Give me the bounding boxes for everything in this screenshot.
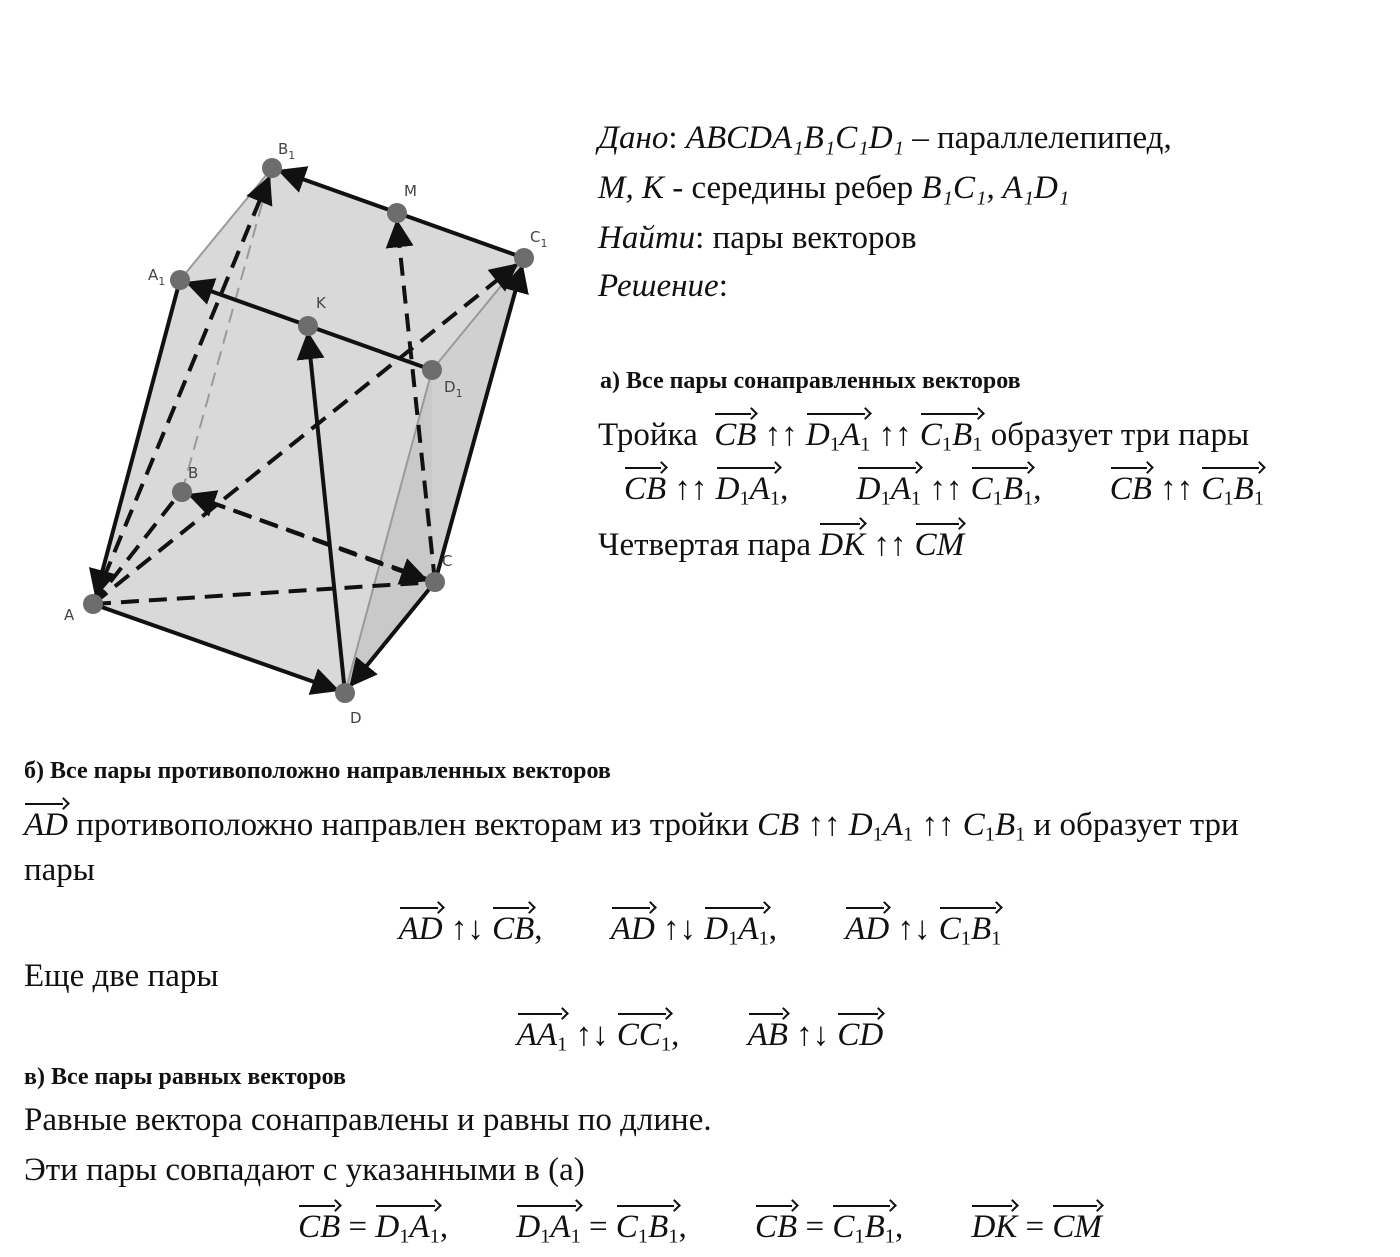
codir-symbol: ↑↑ xyxy=(807,807,841,843)
label-m: M xyxy=(404,182,417,200)
figure-name: ABCDA₁B₁C₁D₁ xyxy=(685,120,905,156)
codir-symbol: ↑↑ xyxy=(873,527,907,563)
section-c-line2: Эти пары совпадают с указанными в (а) xyxy=(24,1152,585,1188)
fourth-pair-label: Четвертая пара xyxy=(598,527,811,563)
vector-symbol: $D_1A_1$ xyxy=(375,1202,439,1257)
given-rest: – параллелепипед, xyxy=(904,120,1172,156)
two-more-pairs: Еще две пары xyxy=(24,958,219,994)
vector-symbol: CM xyxy=(1052,1202,1102,1247)
vector-symbol: AD xyxy=(24,800,68,845)
vector-symbol: CB xyxy=(492,904,534,949)
eq-symbol: = xyxy=(589,1209,608,1245)
comma: , xyxy=(534,911,543,947)
label-d1: $D_1$ xyxy=(444,378,463,400)
vector-symbol: DK xyxy=(971,1202,1017,1247)
find-label: Найти xyxy=(598,220,696,256)
section-a-title: а) Все пары сонаправленных векторов xyxy=(600,368,1021,394)
solution-line: Решение: xyxy=(598,268,728,304)
label-b: B xyxy=(188,464,199,482)
opposite-tail: и образует три xyxy=(1033,807,1239,843)
label-d: D xyxy=(350,709,362,727)
fourth-pair-line xyxy=(598,520,964,565)
vector-symbol: AD xyxy=(399,904,443,949)
midpoints-line xyxy=(598,168,1069,208)
vector-symbol: $D_1A_1$ xyxy=(857,464,921,519)
parallelepiped-figure xyxy=(40,120,560,740)
codir-symbol: ↑↑ xyxy=(929,471,963,507)
codir-symbol: ↑↑ xyxy=(674,471,708,507)
comma: , xyxy=(439,1209,449,1245)
triple-word: Тройка xyxy=(598,417,698,453)
triple-line xyxy=(598,410,1249,465)
vector-symbol: AB xyxy=(748,1010,788,1055)
section-b-title: б) Все пары противоположно направленных векторов xyxy=(24,758,611,784)
midpoints-rest: - середины ребер xyxy=(664,170,922,206)
equal-pairs-line xyxy=(0,1202,1400,1257)
pairs-line-a xyxy=(624,464,1264,519)
solution-label: Решение xyxy=(598,268,719,304)
vector-symbol: $AA_1$ xyxy=(517,1010,568,1065)
opp-symbol: ↑↓ xyxy=(663,911,697,947)
vector-symbol: CB xyxy=(1110,464,1152,509)
label-a: A xyxy=(64,606,75,624)
label-a1: $A_1$ xyxy=(148,266,166,288)
eq-symbol: = xyxy=(805,1209,825,1245)
comma: , xyxy=(678,1209,687,1245)
eq-symbol: = xyxy=(1025,1209,1045,1245)
triple-rest: образует три пары xyxy=(990,417,1250,453)
codir-symbol: ↑↑ xyxy=(764,417,798,453)
vector-symbol: $C_1B_1$ xyxy=(939,904,1002,959)
opposite-text: противоположно направлен векторам из тройки xyxy=(76,807,749,843)
codir-symbol: ↑↑ xyxy=(878,417,912,453)
comma: , xyxy=(1033,471,1042,507)
comma: , xyxy=(894,1209,904,1245)
vector-symbol: AD xyxy=(845,904,889,949)
pairs-line-b xyxy=(0,904,1400,959)
vector-symbol: $D_1A_1$ xyxy=(716,464,780,519)
pairs-line-b2 xyxy=(0,1010,1400,1065)
section-c-line1: Равные вектора сонаправлены и равны по длине. xyxy=(24,1102,712,1138)
vec-cb: CB xyxy=(714,410,756,455)
vec-d1a1: $D_1A_1$ xyxy=(806,410,870,465)
label-c1: $C_1$ xyxy=(530,228,548,250)
vector-symbol: $D_1A_1$ xyxy=(516,1202,580,1257)
opp-symbol: ↑↓ xyxy=(450,911,484,947)
vector-symbol: $CC_1$ xyxy=(617,1010,671,1065)
label-b1: $B_1$ xyxy=(278,140,296,162)
comma: , xyxy=(768,911,777,947)
eq-symbol: = xyxy=(348,1209,368,1245)
vector-symbol: $C_1B_1$ xyxy=(1201,464,1264,519)
opp-symbol: ↑↓ xyxy=(575,1017,609,1053)
midpoint-names: M, K xyxy=(598,170,664,206)
vector-symbol: DK xyxy=(819,520,865,565)
vector-symbol: CB xyxy=(624,464,666,509)
find-rest: : пары векторов xyxy=(695,220,917,256)
section-b-line1: AD противоположно направлен векторам из тройки CB ↑↑ $D_1A_1$ ↑↑ $C_1B_1$ и образует три xyxy=(24,800,1239,855)
label-c: C xyxy=(442,552,453,570)
comma: , xyxy=(780,471,789,507)
vector-symbol: $C_1B_1$ xyxy=(616,1202,679,1257)
vec-c1b1: $C_1B_1$ xyxy=(920,410,983,465)
vector-symbol: $C_1B_1$ xyxy=(971,464,1034,519)
edge-names: B₁C₁, A₁D₁ xyxy=(921,170,1070,206)
find-line xyxy=(598,218,917,258)
vector-symbol: $C_1B_1$ xyxy=(832,1202,895,1257)
vector-symbol: AD xyxy=(611,904,655,949)
given-label: Дано xyxy=(598,120,669,156)
vector-symbol: CD xyxy=(837,1010,883,1055)
opp-symbol: ↑↓ xyxy=(796,1017,830,1053)
vector-symbol: CM xyxy=(915,520,965,565)
codir-symbol: ↑↑ xyxy=(1160,471,1194,507)
vector-symbol: $D_1A_1$ xyxy=(704,904,768,959)
label-k: K xyxy=(316,294,326,312)
section-c-title: в) Все пары равных векторов xyxy=(24,1064,346,1090)
section-b-line2: пары xyxy=(24,852,95,888)
opp-symbol: ↑↓ xyxy=(897,911,931,947)
comma: , xyxy=(671,1017,680,1053)
codir-symbol: ↑↑ xyxy=(921,807,955,843)
given-line: Дано: ABCDA₁B₁C₁D₁ – параллелепипед, xyxy=(598,120,1172,156)
vector-symbol: CB xyxy=(298,1202,340,1247)
vector-symbol: CB xyxy=(755,1202,797,1247)
